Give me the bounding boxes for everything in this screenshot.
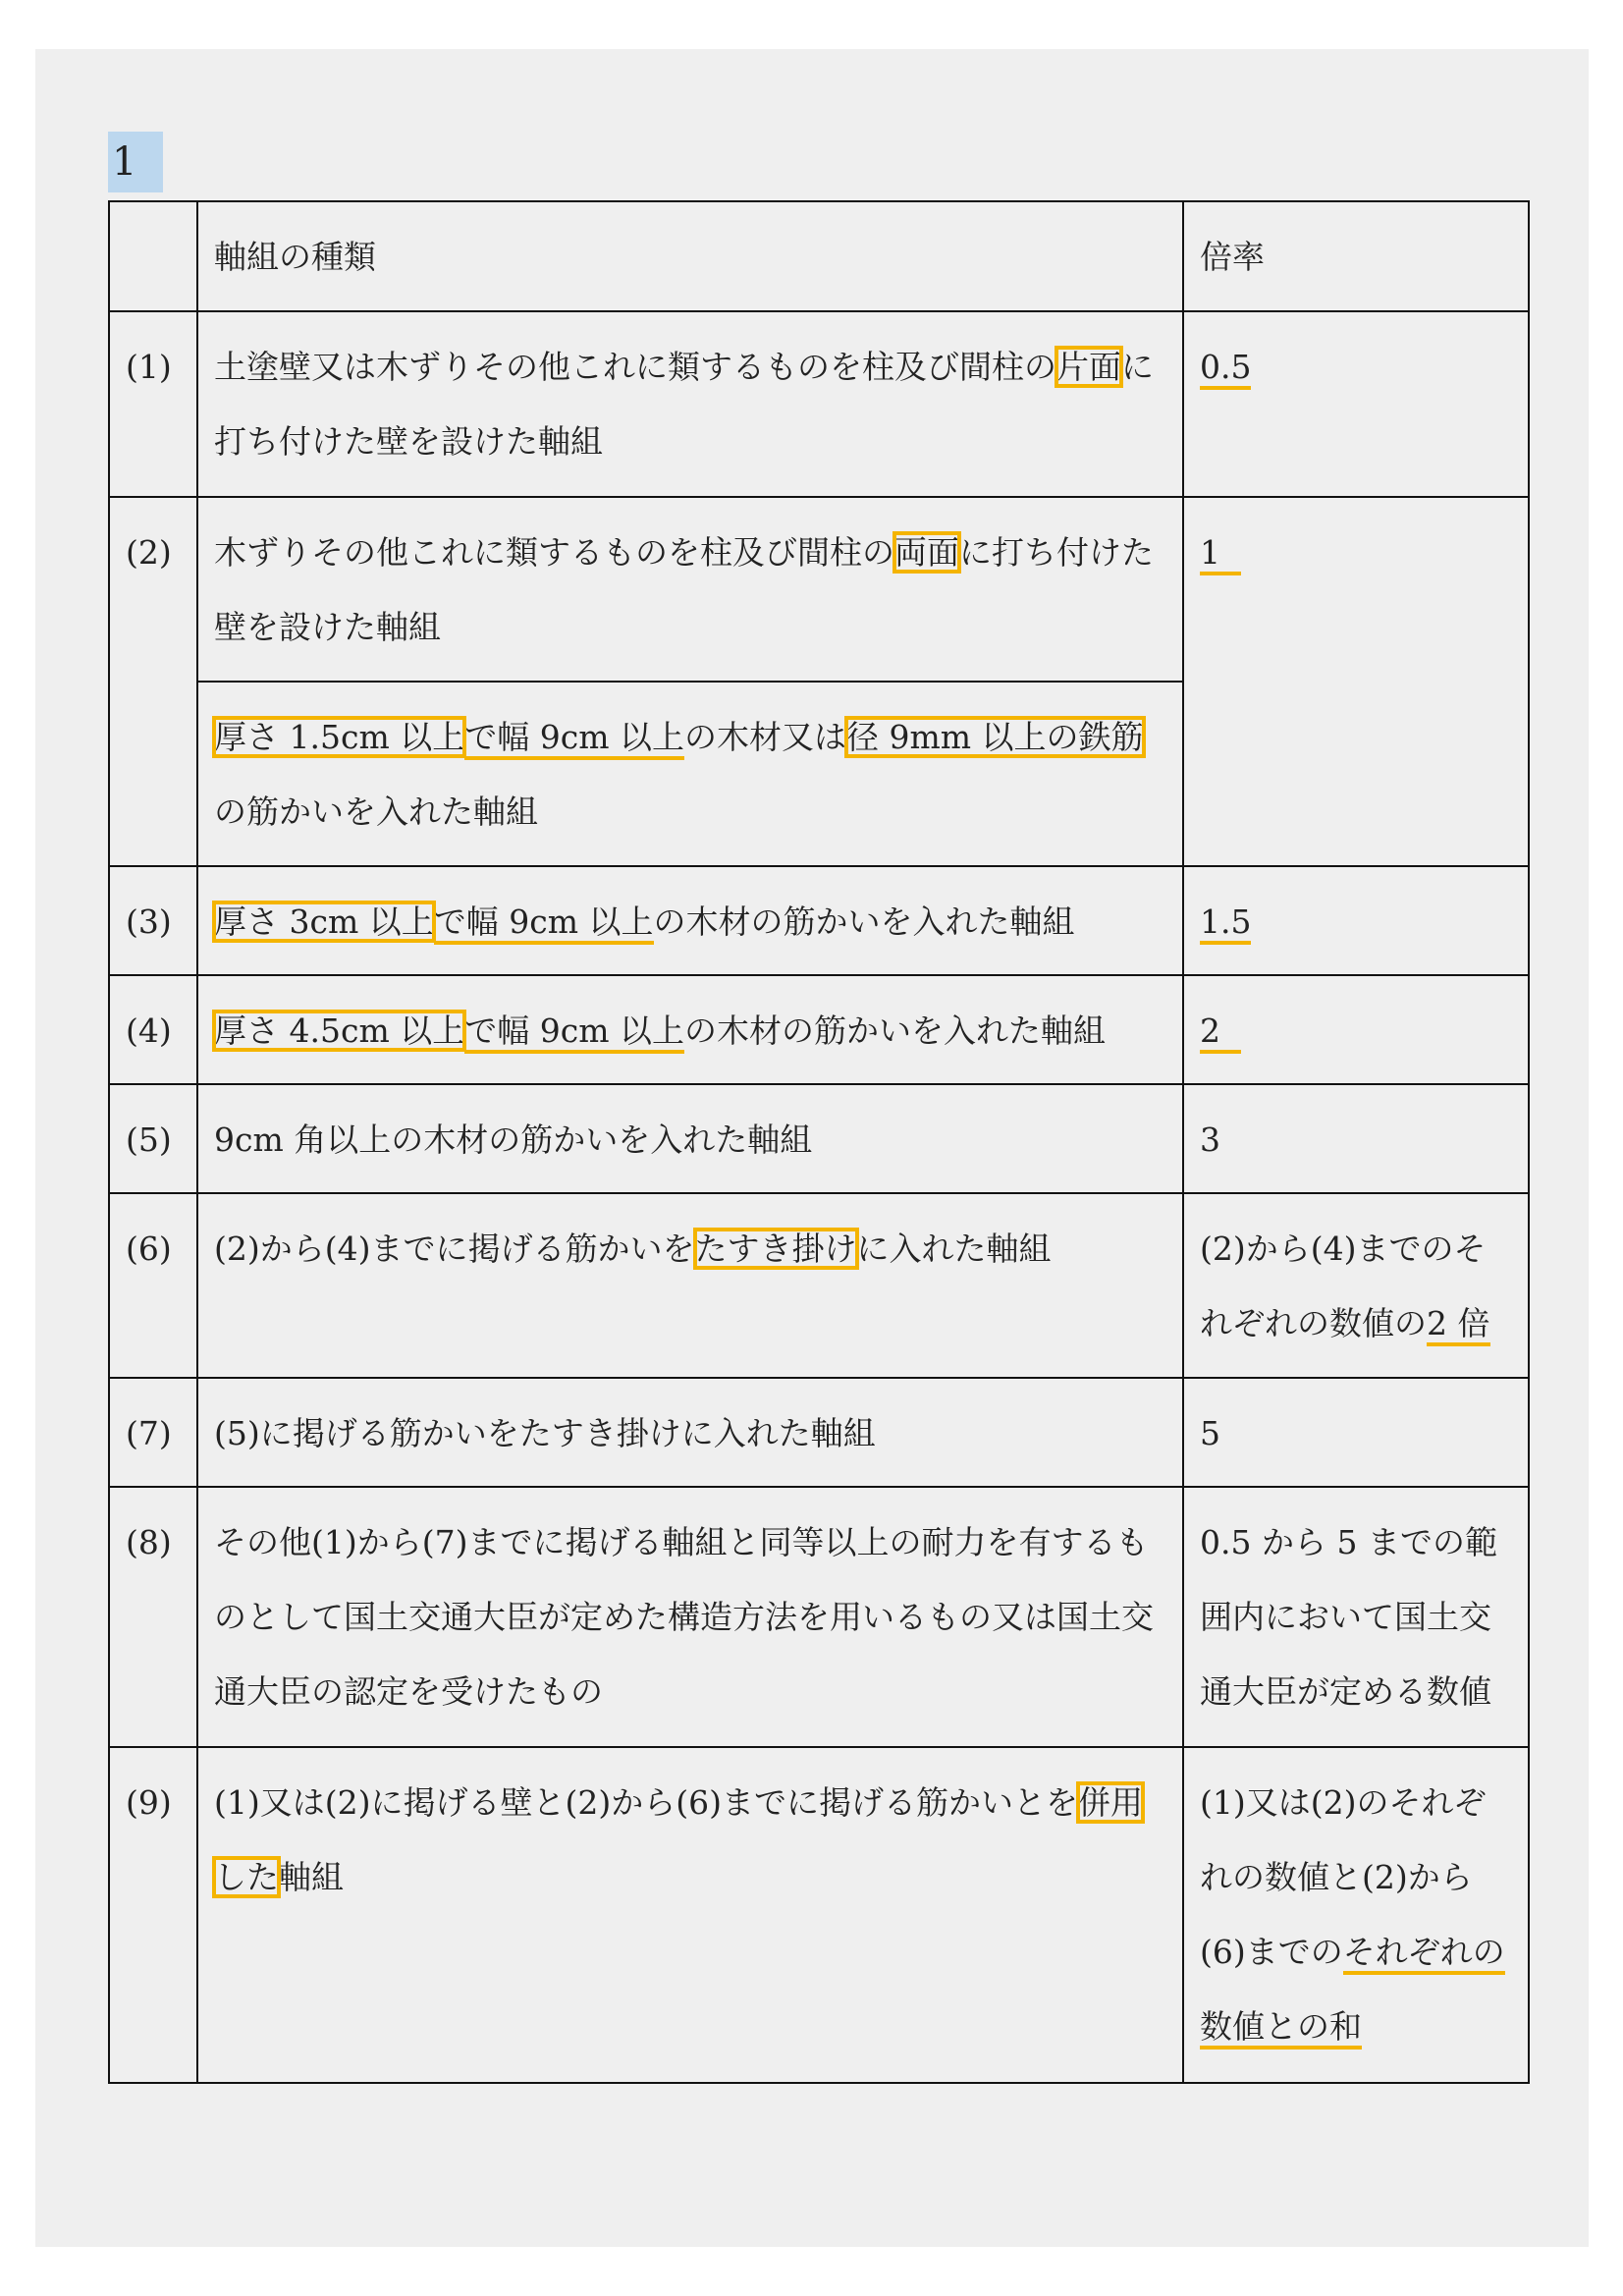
rate-underline: それぞれの数値との和 bbox=[1200, 1933, 1505, 2050]
row-rate bbox=[1183, 497, 1529, 866]
type-text: (1)又は(2)に掲げる壁と(2)から(6)までに掲げる筋かいとを bbox=[214, 1783, 1078, 1822]
row-rate: 3 bbox=[1183, 1084, 1529, 1193]
table-row bbox=[109, 311, 1529, 497]
header-rate: 倍率 bbox=[1183, 201, 1529, 311]
row-num: (6) bbox=[109, 1193, 197, 1378]
row-rate bbox=[1183, 1193, 1529, 1378]
table-row bbox=[109, 1487, 1529, 1747]
row-type bbox=[197, 311, 1183, 497]
highlight-box: 径 9mm 以上の鉄筋 bbox=[845, 718, 1144, 756]
rate-underline-tail bbox=[1220, 1011, 1241, 1054]
rate-text: (2)から(4)までのそれぞれの数値の bbox=[1200, 1230, 1487, 1342]
row-type: 9cm 角以上の木材の筋かいを入れた軸組 bbox=[197, 1084, 1183, 1193]
row-rate bbox=[1183, 1747, 1529, 2083]
table-row bbox=[109, 1193, 1529, 1378]
row-type bbox=[197, 1747, 1183, 2083]
row-num: (1) bbox=[109, 311, 197, 497]
row-type bbox=[197, 866, 1183, 975]
row-num: (2) bbox=[109, 497, 197, 866]
wall-rate-table bbox=[108, 200, 1530, 2084]
highlight-box: 厚さ 1.5cm 以上 bbox=[214, 718, 465, 756]
row-type: その他(1)から(7)までに掲げる軸組と同等以上の耐力を有するものとして国土交通大臣が定めた構造方法を用いるもの又は国土交通大臣の認定を受けたもの bbox=[197, 1487, 1183, 1747]
highlight-box: 両面 bbox=[894, 533, 959, 572]
rate-text: (1)又は(2)のそれぞれの数値と(2)から(6)までの bbox=[1200, 1783, 1487, 1971]
row-num: (9) bbox=[109, 1747, 197, 2083]
table-row bbox=[109, 1747, 1529, 2083]
highlight-box: たすき掛け bbox=[694, 1230, 857, 1268]
rate-underline: 2 bbox=[1200, 1011, 1220, 1054]
row-type: (5)に掲げる筋かいをたすき掛けに入れた軸組 bbox=[197, 1378, 1183, 1487]
type-text: に入れた軸組 bbox=[856, 1230, 1052, 1268]
row-rate: 0.5 から 5 までの範囲内において国土交通大臣が定める数値 bbox=[1183, 1487, 1529, 1747]
row-rate bbox=[1183, 975, 1529, 1084]
header-num-cell bbox=[109, 201, 197, 311]
table-row bbox=[109, 1378, 1529, 1487]
table-row bbox=[109, 866, 1529, 975]
highlight-box: 厚さ 4.5cm 以上 bbox=[214, 1011, 465, 1050]
type-underline: で幅 9cm 以上 bbox=[464, 718, 684, 760]
table-row bbox=[109, 975, 1529, 1084]
row-rate bbox=[1183, 866, 1529, 975]
highlight-box: 併用した bbox=[214, 1783, 1143, 1896]
type-text: の筋かいを入れた軸組 bbox=[214, 793, 538, 831]
row-rate bbox=[1183, 311, 1529, 497]
row-type bbox=[197, 975, 1183, 1084]
type-text: 軸組 bbox=[279, 1858, 344, 1896]
header-type: 軸組の種類 bbox=[197, 201, 1183, 311]
row-num: (5) bbox=[109, 1084, 197, 1193]
type-underline: で幅 9cm 以上 bbox=[464, 1011, 684, 1054]
row-type bbox=[197, 1193, 1183, 1378]
rate-underline: 0.5 bbox=[1200, 348, 1251, 390]
type-text: に打ち付けた壁を設けた軸組 bbox=[214, 348, 1154, 461]
row-num: (3) bbox=[109, 866, 197, 975]
row-type bbox=[197, 682, 1183, 866]
row-num: (7) bbox=[109, 1378, 197, 1487]
type-text: 土塗壁又は木ずりその他これに類するものを柱及び間柱の bbox=[214, 348, 1056, 386]
rate-underline-tail bbox=[1220, 533, 1241, 575]
table-row bbox=[109, 1084, 1529, 1193]
row-num: (4) bbox=[109, 975, 197, 1084]
rate-underline: 2 倍 bbox=[1427, 1304, 1490, 1346]
table-row bbox=[109, 497, 1529, 682]
rate-underline: 1.5 bbox=[1200, 902, 1251, 945]
type-underline: で幅 9cm 以上 bbox=[434, 902, 654, 945]
type-text: に打ち付けた壁を設けた軸組 bbox=[214, 533, 1154, 646]
rate-underline: 1 bbox=[1200, 533, 1220, 575]
row-rate: 5 bbox=[1183, 1378, 1529, 1487]
type-text: の木材又は bbox=[683, 718, 846, 756]
row-type bbox=[197, 497, 1183, 682]
page-number: 1 bbox=[108, 132, 163, 192]
row-num: (8) bbox=[109, 1487, 197, 1747]
highlight-box: 厚さ 3cm 以上 bbox=[214, 902, 434, 941]
table-header-row bbox=[109, 201, 1529, 311]
type-text: の木材の筋かいを入れた軸組 bbox=[683, 1011, 1106, 1050]
type-text: の木材の筋かいを入れた軸組 bbox=[653, 902, 1075, 941]
type-text: (2)から(4)までに掲げる筋かいを bbox=[214, 1230, 695, 1268]
type-text: 木ずりその他これに類するものを柱及び間柱の bbox=[214, 533, 894, 572]
highlight-box: 片面 bbox=[1056, 348, 1121, 386]
